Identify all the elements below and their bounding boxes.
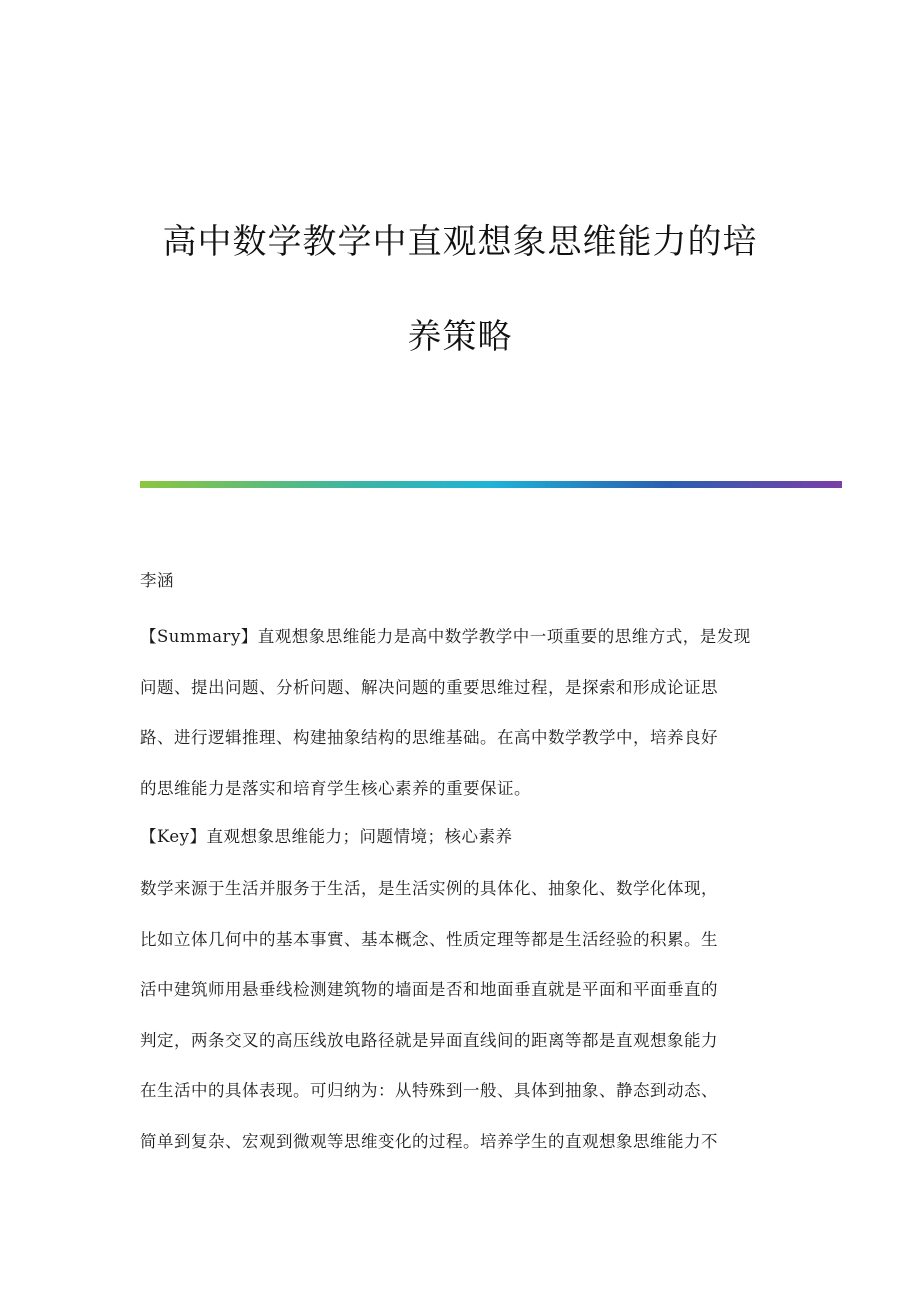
summary-paragraph xyxy=(140,612,790,814)
author-name: 李涵 xyxy=(140,571,174,590)
document-title-line-2: 养策略 xyxy=(407,317,513,357)
body-line: 数学来源于生活并服务于生活，是生活实例的具体化、抽象化、数学化体现， xyxy=(140,879,718,898)
body-line: 在生活中的具体表现。可归纳为：从特殊到一般、具体到抽象、静态到动态、 xyxy=(140,1081,718,1100)
summary-line: 问题、提出问题、分析问题、解决问题的重要思维过程，是探索和形成论证思 xyxy=(140,677,718,697)
body-line: 判定，两条交叉的高压线放电路径就是异面直线间的距离等都是直观想象能力 xyxy=(140,1030,718,1050)
keywords-line: 【Key】直观想象思维能力；问题情境；核心素养 xyxy=(140,827,513,846)
summary-line: 路、进行逻辑推理、构建抽象结构的思维基础。在高中数学教学中，培养良好 xyxy=(140,728,718,747)
body-line: 比如立体几何中的基本事實、基本概念、性质定理等都是生活经验的积累。生 xyxy=(140,929,718,949)
gradient-divider xyxy=(140,481,842,488)
body-line: 简单到复杂、宏观到微观等思维变化的过程。培养学生的直观想象思维能力不 xyxy=(140,1131,718,1151)
document-title-line-1: 高中数学教学中直观想象思维能力的培 xyxy=(162,222,758,262)
body-paragraph xyxy=(140,864,790,1167)
body-line: 活中建筑师用悬垂线检测建筑物的墙面是否和地面垂直就是平面和平面垂直的 xyxy=(140,980,718,999)
summary-line: 的思维能力是落实和培育学生核心素养的重要保证。 xyxy=(140,778,531,798)
summary-line: 【Summary】直观想象思维能力是高中数学教学中一项重要的思维方式，是发现 xyxy=(140,627,751,646)
